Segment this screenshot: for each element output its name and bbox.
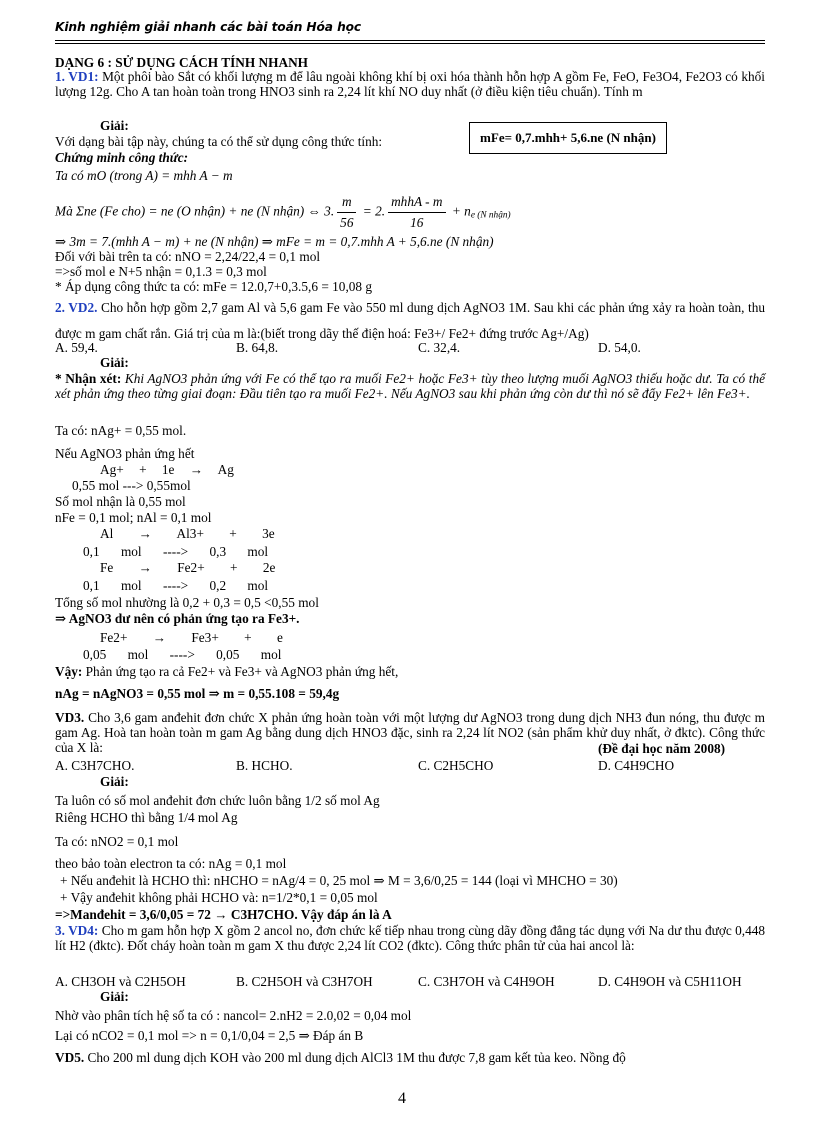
vd4-line-1: Nhờ vào phân tích hệ số ta có : nancol= 2.nH2 = 2.0,02 = 0,04 mol	[55, 1008, 412, 1023]
vd2-line-2: Nếu AgNO3 phản ứng hết	[55, 446, 195, 461]
frac2-num: mhhA - m	[388, 192, 445, 213]
vd3-line-6: + Vậy anđehit không phải HCHO và: n=1/2*0,1 = 0,05 mol	[60, 890, 378, 905]
vd3-line-5: + Nếu anđehit là HCHO thì: nHCHO = nAg/4 = 0, 25 mol ⇒ M = 3,6/0,25 = 144 (loại vì MHCHO = 30)	[60, 873, 618, 888]
formula-box: mFe= 0,7.mhh+ 5,6.ne (N nhận)	[469, 122, 667, 154]
vd2-problem	[55, 295, 765, 347]
vd4-label: 3. VD4:	[55, 923, 99, 938]
vd2-label: 2. VD2.	[55, 300, 98, 315]
vd1-result-formula: ⇒ 3m = 7.(mhh A − m) + ne (N nhận) ⇒ mFe = m = 0,7.mhh A + 5,6.ne (N nhận)	[55, 234, 494, 249]
vd1-label: 1. VD1:	[55, 69, 99, 84]
vd1-calc-1: Đối với bài trên ta có: nNO = 2,24/22,4 = 0,1 mol	[55, 249, 321, 264]
vd3-option-d: D. C4H9CHO	[598, 758, 675, 773]
vd5-label: VD5.	[55, 1050, 85, 1065]
vd1-problem	[55, 69, 765, 99]
vd1-solution-label: Giải:	[100, 118, 129, 133]
vd2-text: Cho hỗn hợp gồm 2,7 gam Al và 5,6 gam Fe vào 550 ml dung dịch AgNO3 1M. Sau khi các phản ứng xảy ra hoàn toàn, thu được m gam chất rắn. Giá trị của m là:(biết trong dãy thế điện hoá: Fe3+/ Fe2+ đứng trước Ag+/Ag)	[55, 300, 765, 341]
vd3-label: VD3.	[55, 710, 85, 725]
vd2-option-a: A. 59,4.	[55, 340, 98, 355]
header-rule	[55, 40, 765, 41]
frac1-num: m	[337, 192, 356, 213]
vd1-electron-balance: Mà Σne (Fe cho) = ne (O nhận) + ne (N nhận) ⇔ 3. $\frac{m}{56}$ = 2. $\frac{\text{mhhA - m}}{16}$ + $n_{e (N nhận)}$	[55, 192, 511, 233]
vd2-note-text: Khi AgNO3 phản ứng với Fe có thể tạo ra muối Fe2+ hoặc Fe3+ tùy theo lượng muối AgNO3 thiếu hoặc dư. Ta có thể xét phản ứng theo từng giai đoạn: Đầu tiên tạo ra muối Fe2+. Nếu AgNO3 sau khi phản ứng còn dư thì nó sẽ đẩy Fe2+ lên Fe3+.	[55, 371, 766, 401]
vd2-line-6: ⇒ AgNO3 dư nên có phản ứng tạo ra Fe3+.	[55, 611, 300, 626]
vd2-line-7: Phản ứng tạo ra cả Fe2+ và Fe3+ và AgNO3 phản ứng hết,	[85, 664, 399, 679]
vd4-text: Cho m gam hỗn hợp X gồm 2 ancol no, đơn chức kế tiếp nhau trong cùng dãy đồng đẳng tác dụng với Na dư thu được 0,448 lít H2 (đktc). Đốt cháy hoàn toàn m gam X thu được 2,24 lít CO2 (đktc). Công thức phân tử của hai ancol là:	[55, 923, 766, 953]
running-header: Kinh nghiệm giải nhanh các bài toán Hóa học	[55, 20, 362, 34]
vd2-eq-4b: 0,05 mol ----> 0,05 mol	[83, 647, 282, 662]
vd3-solution-label: Giải:	[100, 774, 129, 789]
nhan-xet-label: * Nhận xét:	[55, 371, 122, 386]
vd2-option-c: C. 32,4.	[418, 340, 461, 355]
fraction-mhh-16	[388, 192, 445, 233]
vd1-text: Một phôi bào Sắt có khối lượng m để lâu ngoài không khí bị oxi hóa thành hỗn hợp A gồm Fe, FeO, Fe3O4, Fe2O3 có khối lượng 12g. Cho A tan hoàn toàn trong HNO3 sinh ra 2,24 lít khí NO duy nhất (ở điều kiện tiêu chuẩn). Tính m	[55, 69, 765, 99]
vd2-line-3: Số mol nhận là 0,55 mol	[55, 494, 186, 509]
vay-label: Vậy:	[55, 664, 83, 679]
vd2-line-4: nFe = 0,1 mol; nAl = 0,1 mol	[55, 510, 212, 525]
frac1-den: 56	[340, 215, 354, 230]
vd2-eq-2b: 0,1 mol ----> 0,3 mol	[83, 544, 269, 559]
vd4-solution-label: Giải:	[100, 989, 129, 1004]
vd2-eq-3: Fe → Fe2+ + 2e	[100, 560, 276, 575]
vd2-note	[55, 371, 765, 401]
vd2-line-8: nAg = nAgNO3 = 0,55 mol ⇒ m = 0,55.108 = 59,4g	[55, 686, 340, 701]
vd4-option-d: D. C4H9OH và C5H11OH	[598, 974, 742, 989]
vd2-eq-3b: 0,1 mol ----> 0,2 mol	[83, 578, 269, 593]
frac2-den: 16	[410, 215, 424, 230]
vd3-option-a: A. C3H7CHO.	[55, 758, 135, 773]
vd2-conclusion	[55, 664, 398, 679]
vd2-eq-1b: 0,55 mol ---> 0,55mol	[72, 478, 191, 493]
vd1-calc-2: =>số mol e N+5 nhận = 0,1.3 = 0,3 mol	[55, 264, 267, 279]
vd3-line-1: Ta luôn có số mol anđehit đơn chức luôn bằng 1/2 số mol Ag	[55, 793, 380, 808]
fraction-m-56	[337, 192, 356, 233]
vd1-calc-3: * Áp dụng công thức ta có: mFe = 12.0,7+0,3.5,6 = 10,08 g	[55, 279, 373, 294]
vd3-option-c: C. C2H5CHO	[418, 758, 494, 773]
vd3-line-4: theo bảo toàn electron ta có: nAg = 0,1 mol	[55, 856, 287, 871]
vd1-oxygen-mass: Ta có mO (trong A) = mhh A − m	[55, 168, 233, 183]
vd4-option-a: A. CH3OH và C2H5OH	[55, 974, 186, 989]
vd2-solution-label: Giải:	[100, 355, 129, 370]
vd3-text: Cho 3,6 gam anđehit đơn chức X phản ứng hoàn toàn với một lượng dư AgNO3 trong dung dịch NH3 đun nóng, thu được m gam Ag. Hoà tan hoàn toàn m gam Ag bằng dung dịch HNO3 đặc, sinh ra 2,24 lít NO2 (sản phẩm khử duy nhất, ở đktc). Công thức của X là:	[55, 710, 765, 755]
vd2-option-d: D. 54,0.	[598, 340, 641, 355]
vd5-text: Cho 200 ml dung dịch KOH vào 200 ml dung dịch AlCl3 1M thu được 7,8 gam kết tủa keo. Nồng độ	[87, 1050, 626, 1065]
vd4-option-b: B. C2H5OH và C3H7OH	[236, 974, 373, 989]
vd4-line-2: Lại có nCO2 = 0,1 mol => n = 0,1/0,04 = 2,5 ⇒ Đáp án B	[55, 1028, 364, 1043]
proof-heading: Chứng minh công thức:	[55, 150, 189, 165]
vd4-option-c: C. C3H7OH và C4H9OH	[418, 974, 555, 989]
header-rule-thin	[55, 43, 765, 44]
vd2-eq-1: Ag+ + 1e → Ag	[100, 462, 234, 477]
vd2-option-b: B. 64,8.	[236, 340, 279, 355]
section-title: DẠNG 6 : SỬ DỤNG CÁCH TÍNH NHANH	[55, 55, 309, 70]
page-number: 4	[398, 1090, 406, 1107]
vd1-intro: Với dạng bài tập này, chúng ta có thể sử dụng công thức tính:	[55, 134, 383, 149]
vd2-eq-4: Fe2+ → Fe3+ + e	[100, 630, 283, 645]
vd3-line-3: Ta có: nNO2 = 0,1 mol	[55, 834, 179, 849]
vd2-line-5: Tổng số mol nhường là 0,2 + 0,3 = 0,5 <0,55 mol	[55, 595, 319, 610]
vd3-line-2: Riêng HCHO thì bằng 1/4 mol Ag	[55, 810, 238, 825]
vd3-option-b: B. HCHO.	[236, 758, 293, 773]
vd2-eq-2: Al → Al3+ + 3e	[100, 526, 275, 541]
vd5-problem	[55, 1050, 626, 1065]
vd2-line-1: Ta có: nAg+ = 0,55 mol.	[55, 423, 187, 438]
vd1-balance-text: Mà Σne (Fe cho) = ne (O nhận) + ne (N nhận) ⇔ 3.	[55, 203, 335, 219]
vd3-source: (Đề đại học năm 2008)	[598, 741, 726, 756]
vd4-problem	[55, 923, 765, 953]
vd3-line-7: =>Manđehit = 3,6/0,05 = 72 → C3H7CHO. Vậy đáp án là A	[55, 907, 392, 922]
